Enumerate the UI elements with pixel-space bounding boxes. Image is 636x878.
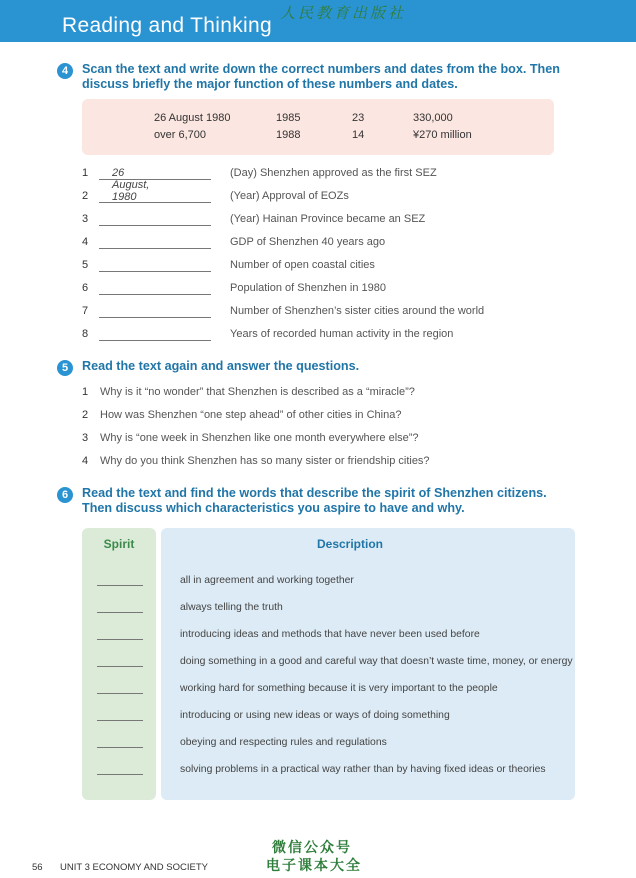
spirit-blank[interactable] (97, 720, 143, 721)
box-value: 330,000 (413, 112, 453, 124)
unit-title: UNIT 3 ECONOMY AND SOCIETY (60, 862, 208, 873)
row-number: 6 (82, 282, 89, 294)
box-value: 14 (352, 129, 365, 141)
question-item (82, 455, 430, 467)
row-description: (Year) Hainan Province became an SEZ (230, 213, 426, 225)
description-item: doing something in a good and careful way that doesn’t waste time, money, or energy (180, 656, 573, 667)
row-number: 1 (82, 167, 89, 179)
row-number: 5 (82, 259, 89, 271)
spirit-column (82, 528, 156, 800)
row-description: (Day) Shenzhen approved as the first SEZ (230, 167, 437, 179)
exercise-5-instruction: Read the text again and answer the questions. (82, 359, 360, 373)
row-number: 3 (82, 213, 89, 225)
exercise-6-number: 6 (57, 487, 73, 503)
exercise-4-instruction (82, 62, 592, 92)
row-number: 7 (82, 305, 89, 317)
question-text: How was Shenzhen “one step ahead” of other cities in China? (100, 409, 402, 421)
box-value: over 6,700 (154, 129, 206, 141)
section-title: Reading and Thinking (62, 14, 272, 37)
watermark-line1: 微信公众号 (272, 840, 352, 856)
word-box (82, 99, 554, 155)
spirit-blank[interactable] (97, 612, 143, 613)
answer-blank[interactable] (99, 317, 211, 318)
answer-blank[interactable] (99, 294, 211, 295)
row-description: Years of recorded human activity in the region (230, 328, 454, 340)
row-number: 4 (82, 236, 89, 248)
exercise-6-instruction-line1: Read the text and find the words that describe the spirit of Shenzhen citizens. (82, 486, 547, 500)
spirit-blank[interactable] (97, 666, 143, 667)
spirit-blank[interactable] (97, 585, 143, 586)
description-item: solving problems in a practical way rather than by having fixed ideas or theories (180, 764, 546, 775)
row-description: Population of Shenzhen in 1980 (230, 282, 386, 294)
description-item: obeying and respecting rules and regulations (180, 737, 387, 748)
box-value: 23 (352, 112, 365, 124)
spirit-blank[interactable] (97, 747, 143, 748)
description-header: Description (316, 537, 383, 551)
question-number: 1 (82, 386, 89, 398)
description-item: all in agreement and working together (180, 575, 354, 586)
spirit-blank[interactable] (97, 693, 143, 694)
spirit-header: Spirit (103, 537, 135, 551)
question-number: 4 (82, 455, 89, 467)
exercise-6-instruction (82, 486, 592, 516)
row-number: 2 (82, 190, 89, 202)
exercise-4-instruction-line1: Scan the text and write down the correct numbers and dates from the box. Then (82, 62, 560, 76)
question-text: Why is it “no wonder” that Shenzhen is described as a “miracle”? (100, 386, 415, 398)
row-description: Number of Shenzhen’s sister cities around the world (230, 305, 485, 317)
answer-blank[interactable] (99, 202, 211, 203)
question-number: 2 (82, 409, 89, 421)
row-description: Number of open coastal cities (230, 259, 375, 271)
box-value: 1988 (276, 129, 301, 141)
exercise-4-number: 4 (57, 63, 73, 79)
exercise-5-number: 5 (57, 360, 73, 376)
answer-blank[interactable] (99, 340, 211, 341)
exercise-4-instruction-line2: discuss briefly the major function of these numbers and dates. (82, 77, 458, 91)
publisher-stamp: 人民教育出版社 (280, 4, 407, 22)
box-value: 1985 (276, 112, 301, 124)
question-text: Why do you think Shenzhen has so many sister or friendship cities? (100, 455, 430, 467)
answer-text: 26 August, 1980 (112, 167, 150, 203)
question-item (82, 409, 401, 421)
box-value: ¥270 million (413, 129, 472, 141)
spirit-blank[interactable] (97, 639, 143, 640)
exercise-6-instruction-line2: Then discuss which characteristics you aspire to have and why. (82, 501, 465, 515)
description-column (161, 528, 575, 800)
row-number: 8 (82, 328, 89, 340)
question-item (82, 386, 415, 398)
description-item: introducing ideas and methods that have never been used before (180, 629, 480, 640)
answer-blank[interactable] (99, 248, 211, 249)
section-header-bar (0, 0, 636, 42)
page-number: 56 (32, 862, 43, 873)
question-item (82, 432, 419, 444)
answer-blank[interactable] (99, 271, 211, 272)
watermark-line2: 电子课本大全 (266, 858, 362, 874)
description-item: introducing or using new ideas or ways of doing something (180, 710, 450, 721)
question-text: Why is “one week in Shenzhen like one month everywhere else”? (100, 432, 419, 444)
box-value: 26 August 1980 (154, 112, 231, 124)
spirit-blank[interactable] (97, 774, 143, 775)
question-number: 3 (82, 432, 89, 444)
description-item: always telling the truth (180, 602, 283, 613)
answer-blank[interactable] (99, 225, 211, 226)
row-description: (Year) Approval of EOZs (230, 190, 349, 202)
row-description: GDP of Shenzhen 40 years ago (230, 236, 386, 248)
description-item: working hard for something because it is very important to the people (180, 683, 498, 694)
